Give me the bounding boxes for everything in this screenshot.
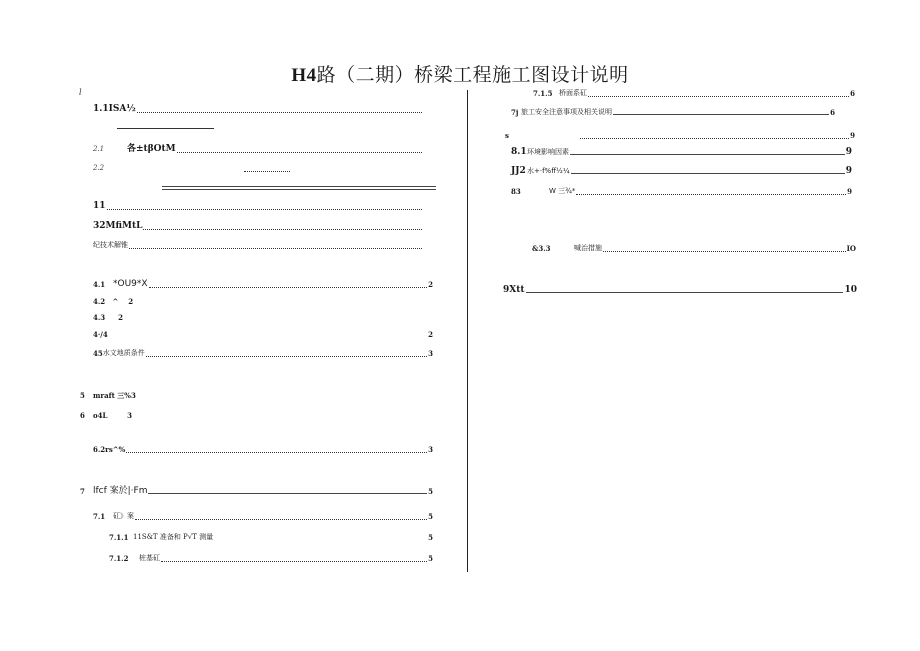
toc-entry-number: s xyxy=(505,131,509,140)
toc-entry-number: 5 xyxy=(80,391,85,400)
corner-mark: l xyxy=(79,88,82,97)
toc-entry[interactable] xyxy=(93,241,427,250)
toc-entry[interactable] xyxy=(93,145,427,154)
toc-leader xyxy=(588,94,849,97)
toc-entry-page: 3 xyxy=(428,445,433,454)
toc-entry-number: 7.1.1 xyxy=(109,533,129,542)
toc-leader xyxy=(108,417,126,419)
toc-entry-number: &3.3 xyxy=(532,244,551,253)
toc-entry[interactable] xyxy=(93,445,433,454)
toc-leader xyxy=(580,136,849,139)
toc-entry-number: 7.1 xyxy=(93,512,106,521)
toc-entry[interactable] xyxy=(93,349,433,358)
toc-entry-number: JJ2 xyxy=(511,166,526,176)
toc-entry-page: 2 xyxy=(428,280,433,289)
toc-entry[interactable] xyxy=(511,167,852,176)
title-prefix: H4 xyxy=(291,65,317,86)
toc-entry[interactable] xyxy=(93,297,153,306)
toc-entry-label: W 三¾* xyxy=(549,187,576,195)
toc-leader xyxy=(244,169,290,172)
toc-entry-label: 矼》案 xyxy=(113,512,134,520)
toc-entry-number: 7.1.5 xyxy=(533,89,553,98)
toc-leader xyxy=(161,559,427,562)
toc-entry-page: 2 xyxy=(428,330,433,339)
toc-entry[interactable] xyxy=(511,108,835,117)
toc-entry-page: 2 xyxy=(118,313,123,322)
toc-entry[interactable] xyxy=(109,533,433,542)
toc-entry-number: 7 xyxy=(80,487,85,496)
toc-entry-page: 6 xyxy=(850,89,855,98)
toc-entry-number: 7.1.2 xyxy=(109,554,129,563)
toc-entry-number: 45 xyxy=(93,349,103,358)
toc-entry-label: lfcf 案於|·Fm xyxy=(93,486,148,496)
toc-entry[interactable] xyxy=(80,411,132,420)
toc-entry-page: 3 xyxy=(127,411,132,420)
toc-entry[interactable] xyxy=(80,391,160,400)
toc-leader xyxy=(135,517,427,520)
toc-entry[interactable] xyxy=(505,131,855,140)
toc-entry-label: mraft 三%3 xyxy=(93,391,136,400)
title-text: 路（二期）桥梁工程施工图设计说明 xyxy=(316,65,629,86)
toc-entry-number: 1.1ISA½ xyxy=(93,104,136,114)
toc-entry-page: 6 xyxy=(830,108,835,117)
toc-entry-label: 喊治措施 xyxy=(574,244,602,252)
toc-entry[interactable] xyxy=(93,202,427,211)
toc-entry[interactable] xyxy=(109,554,433,563)
toc-entry-label: ^ xyxy=(112,297,119,306)
toc-entry-page: 9 xyxy=(845,166,852,176)
toc-entry-label: o4L xyxy=(93,411,108,420)
toc-entry-page: 5 xyxy=(428,554,433,563)
toc-leader xyxy=(137,110,422,113)
toc-entry[interactable] xyxy=(511,148,852,157)
toc-leader xyxy=(114,319,117,321)
toc-leader xyxy=(109,336,427,338)
toc-entry-label: 环境影响因素 xyxy=(527,148,569,156)
toc-entry[interactable] xyxy=(93,280,433,289)
toc-entry-number: 11 xyxy=(93,201,106,211)
toc-entry[interactable] xyxy=(93,330,433,339)
toc-entry-number: 4.2 xyxy=(93,297,106,306)
toc-entry[interactable] xyxy=(503,286,857,295)
toc-entry-number: 4·/4 xyxy=(93,330,108,339)
toc-entry-page: 10 xyxy=(844,285,857,295)
toc-leader xyxy=(149,285,428,288)
toc-entry-number: 9Xtt xyxy=(503,285,525,295)
toc-leader xyxy=(146,354,427,357)
toc-entry-page: 3 xyxy=(428,349,433,358)
rule-line xyxy=(162,186,436,190)
toc-entry[interactable] xyxy=(93,512,433,521)
toc-leader xyxy=(107,207,422,210)
toc-entry-number: 83 xyxy=(511,187,521,196)
toc-entry-page: 5 xyxy=(428,487,433,496)
toc-leader xyxy=(148,492,427,494)
toc-leader xyxy=(613,113,829,115)
toc-entry-label: 桥面系矼 xyxy=(559,89,587,97)
toc-leader xyxy=(177,150,422,153)
toc-leader xyxy=(570,153,845,155)
column-divider xyxy=(467,90,468,572)
toc-entry-page: 9 xyxy=(850,131,855,140)
toc-leader xyxy=(143,227,422,230)
toc-entry-page: 9 xyxy=(845,147,852,157)
toc-entry-label: 水文地质条件 xyxy=(102,349,145,357)
toc-entry[interactable] xyxy=(532,244,856,253)
rule-line xyxy=(117,128,214,129)
toc-entry-label: 各±tβOtM xyxy=(127,144,176,154)
toc-entry-label: 旅工安全注意事项及相关说明 xyxy=(521,108,612,116)
toc-entry-number: 2.1 xyxy=(93,145,105,153)
toc-entry-label: 水+·f%ff½¼ xyxy=(527,167,570,175)
toc-entry[interactable] xyxy=(93,222,427,231)
toc-entry-number: 6 xyxy=(80,411,85,420)
toc-entry-number: 7j xyxy=(511,108,519,117)
toc-entry[interactable] xyxy=(533,89,855,98)
toc-entry-number: 2.2 xyxy=(93,164,105,172)
toc-entry-label: *OU9*X xyxy=(113,279,148,289)
toc-leader xyxy=(214,539,427,541)
toc-leader xyxy=(526,291,844,293)
toc-entry-page: 5 xyxy=(428,533,433,542)
toc-entry-number: 32MfiMtL xyxy=(93,221,143,231)
toc-entry-number: 6.2rs^% xyxy=(93,445,126,454)
toc-entry[interactable] xyxy=(511,187,852,196)
toc-leader xyxy=(576,192,846,195)
toc-entry-number: 4.3 xyxy=(93,313,106,322)
toc-entry-number: 4.1 xyxy=(93,280,106,289)
toc-leader xyxy=(571,172,845,174)
toc-entry-label: 11S&T 准备和 P√T 测量 xyxy=(133,533,214,541)
toc-leader xyxy=(126,450,427,453)
toc-entry-page: 2 xyxy=(128,297,134,306)
toc-entry-number: 8.1 xyxy=(511,147,527,157)
toc-entry[interactable] xyxy=(93,105,427,114)
toc-entry[interactable] xyxy=(80,487,433,496)
toc-entry-page: 5 xyxy=(428,512,433,521)
toc-leader xyxy=(129,246,422,249)
toc-entry-label: 纪技术解锥 xyxy=(93,241,128,249)
document-title xyxy=(0,60,920,87)
toc-leader xyxy=(137,397,155,399)
toc-entry[interactable] xyxy=(93,313,123,322)
toc-entry[interactable] xyxy=(93,164,295,173)
toc-entry-label: 桩基矼 xyxy=(139,554,160,562)
toc-entry-page: 9 xyxy=(847,187,852,196)
toc-leader xyxy=(603,249,846,252)
toc-entry-page: IO xyxy=(846,244,856,253)
